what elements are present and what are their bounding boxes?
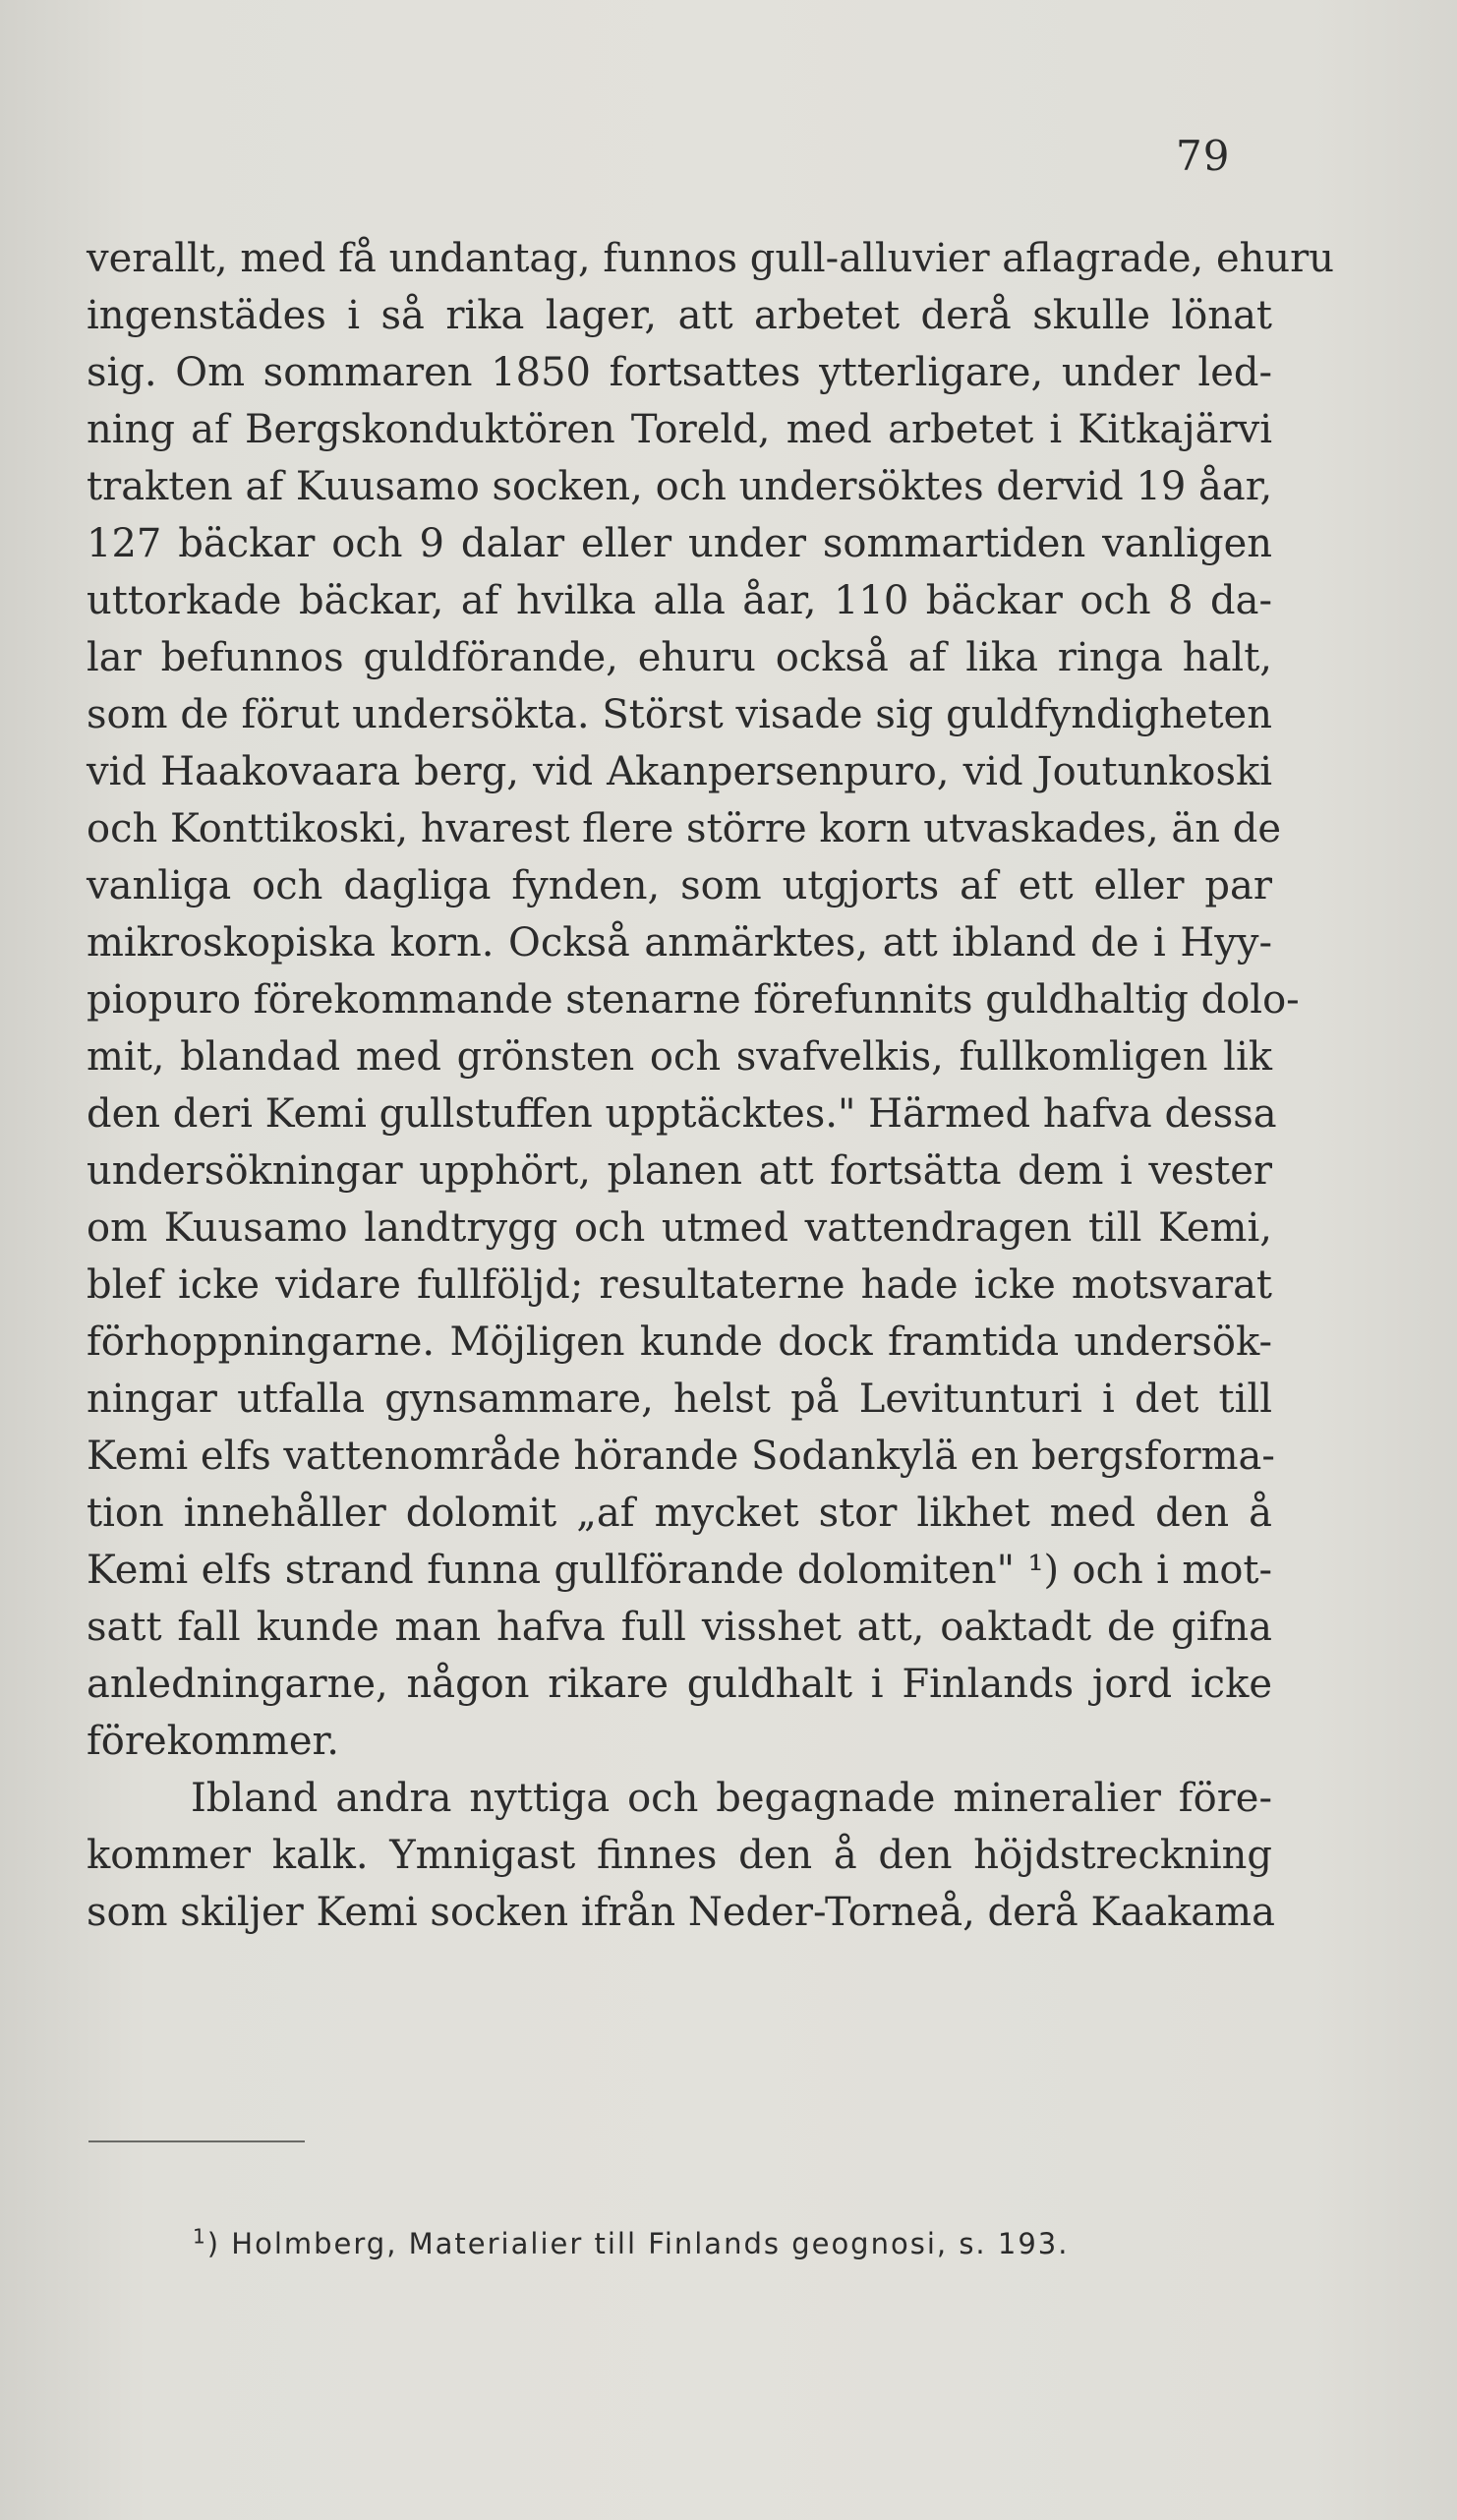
footnote-text: ) Holmberg, Materialier till Finlands geognosi, s. 193. [206, 2227, 1070, 2260]
text-line: satt fall kunde man hafva full visshet att, oaktadt de gifna [87, 1605, 1272, 1650]
paragraph-end-line: förekommer. [87, 1719, 339, 1764]
text-line: tion innehåller dolomit „af mycket stor likhet med den å [87, 1491, 1272, 1536]
text-line: Kemi elfs vattenområde hörande Sodankylä en bergsforma- [87, 1434, 1275, 1479]
text-line: sig. Om sommaren 1850 fortsattes ytterligare, under led- [87, 350, 1272, 395]
text-line: ning af Bergskonduktören Toreld, med arbetet i Kitkajärvi [87, 407, 1272, 452]
text-line: mit, blandad med grönsten och svafvelkis, fullkomligen lik [87, 1034, 1272, 1080]
text-line: kommer kalk. Ymnigast finnes den å den höjdstreckning [87, 1833, 1272, 1878]
text-line: trakten af Kuusamo socken, och undersöktes dervid 19 åar, [87, 464, 1273, 509]
text-line: vanliga och dagliga fynden, som utgjorts af ett eller par [87, 863, 1272, 908]
text-line: verallt, med få undantag, funnos gull-alluvier aflagrade, ehuru [87, 236, 1335, 281]
text-line: lar befunnos guldförande, ehuru också af lika ringa halt, [87, 635, 1272, 680]
text-line: Kemi elfs strand funna gullförande dolomiten" ¹) och i mot- [87, 1548, 1272, 1593]
text-line: ningar utfalla gynsammare, helst på Levitunturi i det till [87, 1377, 1272, 1422]
text-line: undersökningar upphört, planen att fortsätta dem i vester [87, 1148, 1272, 1194]
page-number: 79 [1176, 132, 1231, 180]
text-line: piopuro förekommande stenarne förefunnits guldhaltig dolo- [87, 977, 1300, 1023]
text-line: blef icke vidare fullföljd; resultaterne hade icke motsvarat [87, 1262, 1272, 1308]
footnote-divider [88, 2140, 305, 2142]
text-line: som skiljer Kemi socken ifrån Neder-Torneå, derå Kaakama [87, 1890, 1275, 1935]
text-line: vid Haakovaara berg, vid Akanpersenpuro, vid Joutunkoski [87, 749, 1272, 794]
text-line: och Konttikoski, hvarest flere större korn utvaskades, än de [87, 806, 1281, 851]
footnote [193, 2224, 1069, 2263]
text-line: anledningarne, någon rikare guldhalt i Finlands jord icke [87, 1662, 1272, 1707]
text-line: den deri Kemi gullstuffen upptäcktes." Härmed hafva dessa [87, 1091, 1277, 1137]
text-line: som de förut undersökta. Störst visade sig guldfyndigheten [87, 692, 1272, 737]
text-line: ingenstädes i så rika lager, att arbetet derå skulle lönat [87, 293, 1272, 338]
text-line: 127 bäckar och 9 dalar eller under sommartiden vanligen [87, 521, 1272, 566]
text-line: uttorkade bäckar, af hvilka alla åar, 110 bäckar och 8 da- [87, 578, 1272, 623]
text-line: om Kuusamo landtrygg och utmed vattendragen till Kemi, [87, 1205, 1272, 1251]
text-line: mikroskopiska korn. Också anmärktes, att ibland de i Hyy- [87, 920, 1272, 966]
paragraph-start-line: Ibland andra nyttiga och begagnade mineralier före- [191, 1776, 1272, 1821]
body-text [87, 230, 1335, 1941]
text-line: förhoppningarne. Möjligen kunde dock framtida undersök- [87, 1319, 1272, 1365]
footnote-marker: 1 [193, 2224, 207, 2249]
